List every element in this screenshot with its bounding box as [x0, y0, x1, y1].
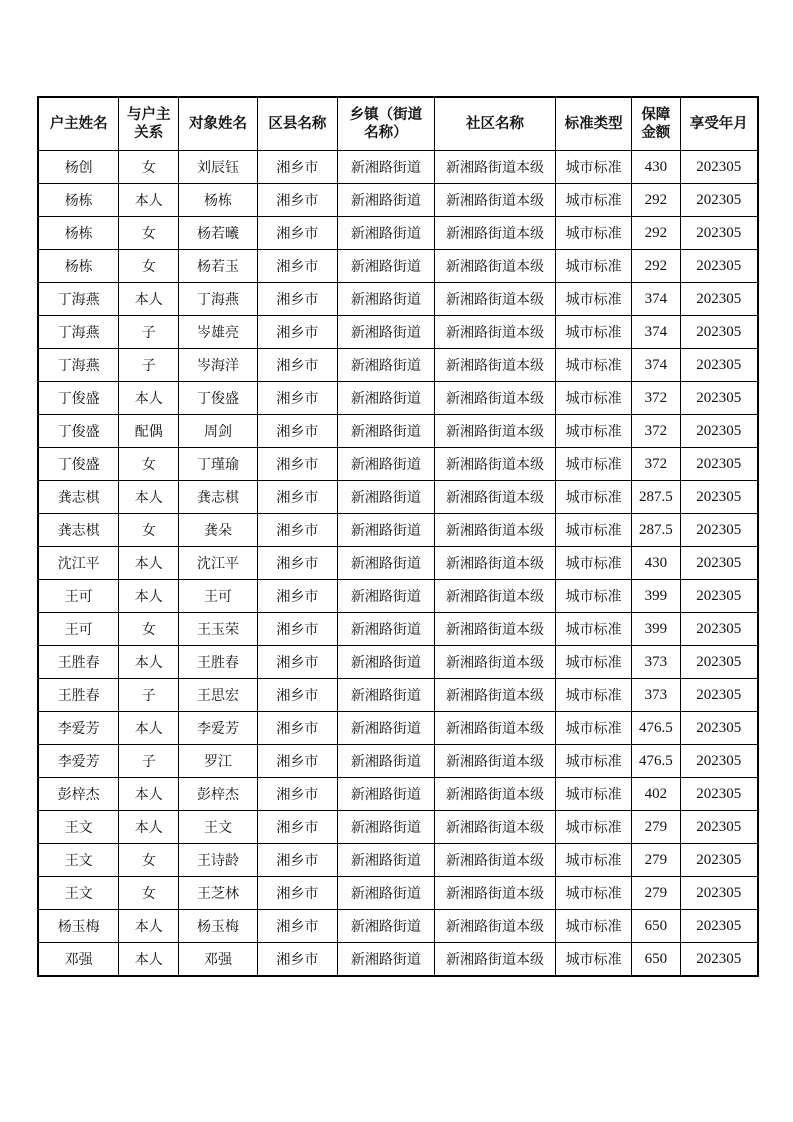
- cell-target-name: 杨栋: [179, 184, 258, 217]
- cell-community: 新湘路街道本级: [434, 514, 555, 547]
- header-amount-line2: 金额: [641, 125, 671, 141]
- cell-relation: 本人: [119, 481, 179, 514]
- cell-standard: 城市标准: [556, 349, 632, 382]
- cell-standard: 城市标准: [556, 481, 632, 514]
- cell-householder: 王可: [38, 580, 119, 613]
- cell-town: 新湘路街道: [337, 679, 434, 712]
- cell-relation: 本人: [119, 910, 179, 943]
- cell-target-name: 丁瑾瑜: [179, 448, 258, 481]
- cell-community: 新湘路街道本级: [434, 580, 555, 613]
- cell-amount: 374: [632, 316, 681, 349]
- cell-community: 新湘路街道本级: [434, 382, 555, 415]
- cell-householder: 丁俊盛: [38, 448, 119, 481]
- cell-target-name: 王文: [179, 811, 258, 844]
- cell-amount: 399: [632, 580, 681, 613]
- cell-county: 湘乡市: [257, 745, 337, 778]
- cell-target-name: 王玉荣: [179, 613, 258, 646]
- header-county: 区县名称: [257, 97, 337, 151]
- cell-householder: 杨栋: [38, 217, 119, 250]
- cell-householder: 王胜春: [38, 679, 119, 712]
- cell-county: 湘乡市: [257, 712, 337, 745]
- cell-householder: 王胜春: [38, 646, 119, 679]
- cell-town: 新湘路街道: [337, 250, 434, 283]
- cell-community: 新湘路街道本级: [434, 844, 555, 877]
- cell-town: 新湘路街道: [337, 184, 434, 217]
- cell-relation: 子: [119, 679, 179, 712]
- table-row: [38, 712, 758, 745]
- cell-target-name: 罗江: [179, 745, 258, 778]
- cell-community: 新湘路街道本级: [434, 778, 555, 811]
- table-row: [38, 778, 758, 811]
- cell-town: 新湘路街道: [337, 481, 434, 514]
- cell-standard: 城市标准: [556, 910, 632, 943]
- cell-householder: 龚志棋: [38, 514, 119, 547]
- cell-town: 新湘路街道: [337, 943, 434, 977]
- cell-standard: 城市标准: [556, 316, 632, 349]
- cell-town: 新湘路街道: [337, 547, 434, 580]
- cell-target-name: 丁海燕: [179, 283, 258, 316]
- cell-relation: 本人: [119, 547, 179, 580]
- header-town-line1: 乡镇（街道: [349, 107, 423, 123]
- cell-householder: 彭梓杰: [38, 778, 119, 811]
- cell-target-name: 杨若玉: [179, 250, 258, 283]
- cell-amount: 476.5: [632, 745, 681, 778]
- header-relation: [119, 97, 179, 151]
- cell-amount: 430: [632, 151, 681, 184]
- cell-target-name: 王思宏: [179, 679, 258, 712]
- cell-month: 202305: [680, 316, 758, 349]
- cell-householder: 杨创: [38, 151, 119, 184]
- cell-householder: 王可: [38, 613, 119, 646]
- header-month: 享受年月: [680, 97, 758, 151]
- cell-town: 新湘路街道: [337, 580, 434, 613]
- cell-county: 湘乡市: [257, 250, 337, 283]
- cell-town: 新湘路街道: [337, 316, 434, 349]
- cell-amount: 373: [632, 646, 681, 679]
- cell-town: 新湘路街道: [337, 811, 434, 844]
- cell-standard: 城市标准: [556, 811, 632, 844]
- cell-month: 202305: [680, 778, 758, 811]
- cell-standard: 城市标准: [556, 877, 632, 910]
- cell-community: 新湘路街道本级: [434, 481, 555, 514]
- cell-town: 新湘路街道: [337, 448, 434, 481]
- cell-community: 新湘路街道本级: [434, 547, 555, 580]
- cell-month: 202305: [680, 745, 758, 778]
- header-row: [38, 97, 758, 151]
- cell-county: 湘乡市: [257, 778, 337, 811]
- table-row: [38, 547, 758, 580]
- cell-standard: 城市标准: [556, 151, 632, 184]
- header-householder: 户主姓名: [38, 97, 119, 151]
- table-row: [38, 481, 758, 514]
- table-row: [38, 745, 758, 778]
- cell-relation: 女: [119, 151, 179, 184]
- cell-amount: 650: [632, 943, 681, 977]
- cell-town: 新湘路街道: [337, 745, 434, 778]
- cell-county: 湘乡市: [257, 943, 337, 977]
- cell-standard: 城市标准: [556, 712, 632, 745]
- cell-town: 新湘路街道: [337, 217, 434, 250]
- cell-town: 新湘路街道: [337, 844, 434, 877]
- cell-householder: 杨栋: [38, 184, 119, 217]
- cell-target-name: 岑雄亮: [179, 316, 258, 349]
- cell-amount: 292: [632, 184, 681, 217]
- cell-amount: 372: [632, 415, 681, 448]
- cell-householder: 龚志棋: [38, 481, 119, 514]
- cell-relation: 本人: [119, 382, 179, 415]
- cell-standard: 城市标准: [556, 184, 632, 217]
- cell-relation: 本人: [119, 184, 179, 217]
- cell-amount: 373: [632, 679, 681, 712]
- header-relation-line2: 关系: [134, 125, 164, 141]
- cell-county: 湘乡市: [257, 877, 337, 910]
- cell-county: 湘乡市: [257, 646, 337, 679]
- cell-month: 202305: [680, 580, 758, 613]
- cell-amount: 372: [632, 448, 681, 481]
- cell-standard: 城市标准: [556, 448, 632, 481]
- cell-town: 新湘路街道: [337, 415, 434, 448]
- header-town-line2: 名称）: [364, 125, 408, 141]
- cell-standard: 城市标准: [556, 745, 632, 778]
- cell-householder: 沈江平: [38, 547, 119, 580]
- cell-community: 新湘路街道本级: [434, 349, 555, 382]
- cell-standard: 城市标准: [556, 250, 632, 283]
- cell-standard: 城市标准: [556, 679, 632, 712]
- cell-community: 新湘路街道本级: [434, 877, 555, 910]
- cell-county: 湘乡市: [257, 316, 337, 349]
- cell-community: 新湘路街道本级: [434, 613, 555, 646]
- cell-county: 湘乡市: [257, 151, 337, 184]
- cell-standard: 城市标准: [556, 778, 632, 811]
- cell-relation: 子: [119, 349, 179, 382]
- header-standard: 标准类型: [556, 97, 632, 151]
- cell-relation: 女: [119, 613, 179, 646]
- table-row: [38, 811, 758, 844]
- table-row: [38, 613, 758, 646]
- table-row: [38, 910, 758, 943]
- table-row: [38, 151, 758, 184]
- cell-community: 新湘路街道本级: [434, 217, 555, 250]
- assistance-roster-table: [37, 96, 759, 977]
- cell-householder: 杨玉梅: [38, 910, 119, 943]
- table-row: [38, 217, 758, 250]
- cell-target-name: 王芝林: [179, 877, 258, 910]
- cell-relation: 女: [119, 448, 179, 481]
- cell-month: 202305: [680, 712, 758, 745]
- cell-town: 新湘路街道: [337, 877, 434, 910]
- cell-amount: 279: [632, 811, 681, 844]
- table-row: [38, 316, 758, 349]
- cell-month: 202305: [680, 811, 758, 844]
- cell-community: 新湘路街道本级: [434, 151, 555, 184]
- header-town: [337, 97, 434, 151]
- cell-month: 202305: [680, 514, 758, 547]
- cell-amount: 476.5: [632, 712, 681, 745]
- cell-month: 202305: [680, 382, 758, 415]
- header-community: 社区名称: [434, 97, 555, 151]
- cell-relation: 子: [119, 745, 179, 778]
- cell-relation: 女: [119, 844, 179, 877]
- cell-town: 新湘路街道: [337, 712, 434, 745]
- cell-community: 新湘路街道本级: [434, 646, 555, 679]
- cell-householder: 丁海燕: [38, 349, 119, 382]
- cell-amount: 279: [632, 844, 681, 877]
- cell-target-name: 杨玉梅: [179, 910, 258, 943]
- cell-householder: 王文: [38, 844, 119, 877]
- cell-relation: 本人: [119, 778, 179, 811]
- cell-month: 202305: [680, 250, 758, 283]
- cell-householder: 李爱芳: [38, 712, 119, 745]
- cell-county: 湘乡市: [257, 382, 337, 415]
- cell-amount: 279: [632, 877, 681, 910]
- cell-relation: 配偶: [119, 415, 179, 448]
- cell-target-name: 龚志棋: [179, 481, 258, 514]
- cell-community: 新湘路街道本级: [434, 811, 555, 844]
- cell-county: 湘乡市: [257, 283, 337, 316]
- cell-month: 202305: [680, 910, 758, 943]
- table-row: [38, 415, 758, 448]
- cell-town: 新湘路街道: [337, 778, 434, 811]
- table-row: [38, 877, 758, 910]
- cell-amount: 374: [632, 349, 681, 382]
- cell-community: 新湘路街道本级: [434, 712, 555, 745]
- cell-community: 新湘路街道本级: [434, 745, 555, 778]
- cell-target-name: 王胜春: [179, 646, 258, 679]
- cell-relation: 本人: [119, 580, 179, 613]
- cell-standard: 城市标准: [556, 844, 632, 877]
- cell-householder: 丁海燕: [38, 316, 119, 349]
- cell-town: 新湘路街道: [337, 514, 434, 547]
- cell-relation: 本人: [119, 283, 179, 316]
- cell-standard: 城市标准: [556, 514, 632, 547]
- cell-standard: 城市标准: [556, 613, 632, 646]
- cell-amount: 292: [632, 250, 681, 283]
- table-row: [38, 382, 758, 415]
- table-row: [38, 580, 758, 613]
- cell-amount: 287.5: [632, 514, 681, 547]
- cell-town: 新湘路街道: [337, 613, 434, 646]
- cell-target-name: 刘辰钰: [179, 151, 258, 184]
- cell-month: 202305: [680, 613, 758, 646]
- cell-target-name: 丁俊盛: [179, 382, 258, 415]
- header-amount: [632, 97, 681, 151]
- cell-standard: 城市标准: [556, 382, 632, 415]
- cell-relation: 女: [119, 217, 179, 250]
- cell-community: 新湘路街道本级: [434, 250, 555, 283]
- cell-target-name: 周剑: [179, 415, 258, 448]
- cell-month: 202305: [680, 547, 758, 580]
- cell-community: 新湘路街道本级: [434, 415, 555, 448]
- cell-month: 202305: [680, 877, 758, 910]
- cell-month: 202305: [680, 679, 758, 712]
- cell-county: 湘乡市: [257, 448, 337, 481]
- cell-county: 湘乡市: [257, 481, 337, 514]
- cell-target-name: 沈江平: [179, 547, 258, 580]
- table-row: [38, 514, 758, 547]
- header-relation-line1: 与户主: [126, 107, 171, 123]
- cell-county: 湘乡市: [257, 349, 337, 382]
- table-row: [38, 250, 758, 283]
- cell-amount: 287.5: [632, 481, 681, 514]
- cell-householder: 丁俊盛: [38, 382, 119, 415]
- cell-community: 新湘路街道本级: [434, 679, 555, 712]
- table-row: [38, 283, 758, 316]
- cell-householder: 邓强: [38, 943, 119, 977]
- cell-town: 新湘路街道: [337, 151, 434, 184]
- cell-relation: 本人: [119, 646, 179, 679]
- cell-householder: 李爱芳: [38, 745, 119, 778]
- cell-standard: 城市标准: [556, 415, 632, 448]
- table-row: [38, 349, 758, 382]
- table-body: [38, 151, 758, 977]
- cell-community: 新湘路街道本级: [434, 283, 555, 316]
- cell-householder: 丁海燕: [38, 283, 119, 316]
- cell-householder: 王文: [38, 811, 119, 844]
- cell-relation: 本人: [119, 712, 179, 745]
- cell-amount: 650: [632, 910, 681, 943]
- cell-county: 湘乡市: [257, 844, 337, 877]
- cell-target-name: 彭梓杰: [179, 778, 258, 811]
- cell-county: 湘乡市: [257, 514, 337, 547]
- cell-community: 新湘路街道本级: [434, 184, 555, 217]
- cell-householder: 丁俊盛: [38, 415, 119, 448]
- cell-month: 202305: [680, 283, 758, 316]
- cell-standard: 城市标准: [556, 943, 632, 977]
- cell-county: 湘乡市: [257, 217, 337, 250]
- cell-month: 202305: [680, 481, 758, 514]
- cell-month: 202305: [680, 415, 758, 448]
- cell-householder: 杨栋: [38, 250, 119, 283]
- cell-town: 新湘路街道: [337, 349, 434, 382]
- cell-month: 202305: [680, 448, 758, 481]
- cell-target-name: 李爱芳: [179, 712, 258, 745]
- cell-county: 湘乡市: [257, 547, 337, 580]
- cell-month: 202305: [680, 184, 758, 217]
- cell-town: 新湘路街道: [337, 382, 434, 415]
- cell-county: 湘乡市: [257, 910, 337, 943]
- cell-community: 新湘路街道本级: [434, 910, 555, 943]
- cell-month: 202305: [680, 646, 758, 679]
- cell-county: 湘乡市: [257, 415, 337, 448]
- cell-amount: 430: [632, 547, 681, 580]
- cell-householder: 王文: [38, 877, 119, 910]
- cell-county: 湘乡市: [257, 679, 337, 712]
- cell-month: 202305: [680, 349, 758, 382]
- cell-amount: 372: [632, 382, 681, 415]
- cell-town: 新湘路街道: [337, 646, 434, 679]
- cell-standard: 城市标准: [556, 217, 632, 250]
- table-row: [38, 679, 758, 712]
- cell-amount: 292: [632, 217, 681, 250]
- cell-town: 新湘路街道: [337, 283, 434, 316]
- header-amount-line1: 保障: [641, 107, 671, 123]
- cell-relation: 女: [119, 250, 179, 283]
- cell-county: 湘乡市: [257, 811, 337, 844]
- cell-month: 202305: [680, 844, 758, 877]
- cell-target-name: 王可: [179, 580, 258, 613]
- cell-county: 湘乡市: [257, 184, 337, 217]
- cell-standard: 城市标准: [556, 580, 632, 613]
- cell-amount: 374: [632, 283, 681, 316]
- table-row: [38, 943, 758, 977]
- cell-target-name: 龚朵: [179, 514, 258, 547]
- cell-community: 新湘路街道本级: [434, 943, 555, 977]
- cell-county: 湘乡市: [257, 613, 337, 646]
- table-row: [38, 184, 758, 217]
- cell-relation: 女: [119, 877, 179, 910]
- cell-town: 新湘路街道: [337, 910, 434, 943]
- cell-community: 新湘路街道本级: [434, 316, 555, 349]
- cell-amount: 399: [632, 613, 681, 646]
- cell-target-name: 岑海洋: [179, 349, 258, 382]
- cell-relation: 子: [119, 316, 179, 349]
- cell-relation: 本人: [119, 811, 179, 844]
- cell-month: 202305: [680, 943, 758, 977]
- table-row: [38, 448, 758, 481]
- cell-month: 202305: [680, 217, 758, 250]
- cell-standard: 城市标准: [556, 646, 632, 679]
- cell-standard: 城市标准: [556, 283, 632, 316]
- cell-relation: 女: [119, 514, 179, 547]
- header-target-name: 对象姓名: [179, 97, 258, 151]
- cell-target-name: 杨若曦: [179, 217, 258, 250]
- table-row: [38, 844, 758, 877]
- cell-month: 202305: [680, 151, 758, 184]
- cell-community: 新湘路街道本级: [434, 448, 555, 481]
- cell-relation: 本人: [119, 943, 179, 977]
- cell-amount: 402: [632, 778, 681, 811]
- cell-standard: 城市标准: [556, 547, 632, 580]
- table-row: [38, 646, 758, 679]
- cell-target-name: 邓强: [179, 943, 258, 977]
- cell-county: 湘乡市: [257, 580, 337, 613]
- cell-target-name: 王诗龄: [179, 844, 258, 877]
